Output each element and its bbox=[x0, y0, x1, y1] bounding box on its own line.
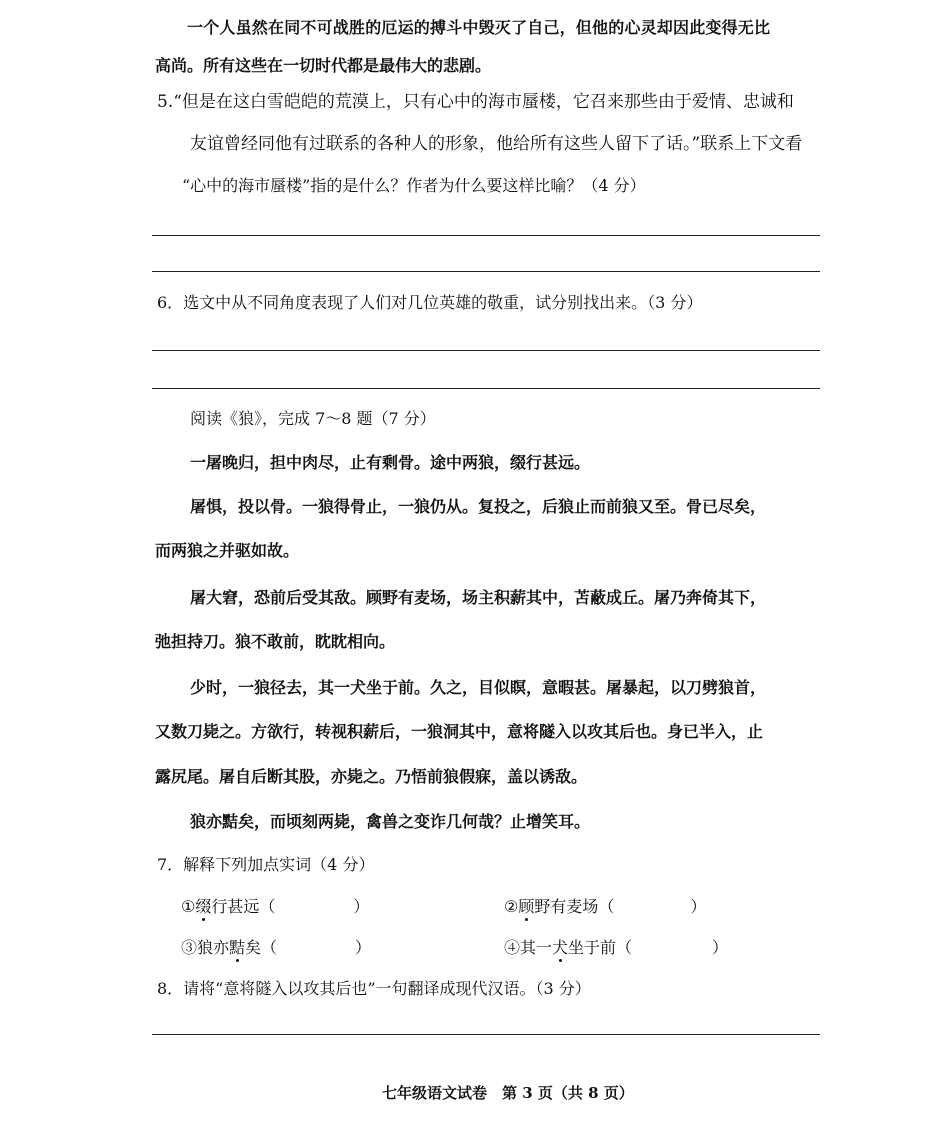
dotted-char: 犬 bbox=[552, 938, 569, 957]
dotted-char: 黠 bbox=[229, 938, 246, 957]
classical-text-line: 露尻尾。屠自后断其股，亦毙之。乃悟前狼假寐，盖以诱敌。 bbox=[155, 767, 588, 786]
question-text: 友谊曾经同他有过联系的各种人的形象，他给所有这些人留下了话。”联系上下文看 bbox=[190, 134, 803, 154]
question-text: 6．选文中从不同角度表现了人们对几位英雄的敬重，试分别找出来。（3 分） bbox=[157, 293, 703, 312]
classical-text-line: 屠大窘，恐前后受其敌。顾野有麦场，场主积薪其中，苫蔽成丘。屠乃奔倚其下， bbox=[190, 588, 767, 607]
answer-line[interactable] bbox=[152, 350, 820, 351]
passage-line: 一个人虽然在同不可战胜的厄运的搏斗中毁灭了自己，但他的心灵却因此变得无比 bbox=[187, 18, 771, 37]
classical-text-line: 一屠晚归，担中肉尽，止有剩骨。途中两狼，缀行甚远。 bbox=[190, 453, 591, 472]
classical-text-line: 屠惧，投以骨。一狼得骨止，一狼仍从。复投之，后狼止而前狼又至。骨已尽矣， bbox=[190, 497, 767, 516]
q7-item-4: ④其一犬坐于前（ ） bbox=[504, 938, 729, 957]
page-footer: 七年级语文试卷 第 3 页（共 8 页） bbox=[382, 1084, 634, 1102]
classical-text-line: 少时，一狼径去，其一犬坐于前。久之，目似瞑，意暇甚。屠暴起，以刀劈狼首， bbox=[190, 678, 767, 697]
dotted-char: 顾 bbox=[518, 897, 535, 916]
answer-line[interactable] bbox=[152, 235, 820, 236]
passage-line: 高尚。所有这些在一切时代都是最伟大的悲剧。 bbox=[155, 56, 492, 75]
question-text: 7．解释下列加点实词（4 分） bbox=[157, 855, 375, 874]
q7-item-1: ①缀行甚远（ ） bbox=[181, 897, 370, 916]
q7-item-2: ②顾野有麦场（ ） bbox=[504, 897, 707, 916]
classical-text-line: 狼亦黠矣，而顷刻两毙，禽兽之变诈几何哉？止增笑耳。 bbox=[190, 812, 591, 831]
q7-item-3: ③狼亦黠矣（ ） bbox=[181, 938, 372, 957]
dotted-char: 缀 bbox=[195, 897, 212, 916]
answer-line[interactable] bbox=[152, 1034, 820, 1035]
answer-line[interactable] bbox=[152, 271, 820, 272]
answer-line[interactable] bbox=[152, 388, 820, 389]
section-heading: 阅读《狼》，完成 7～8 题（7 分） bbox=[190, 409, 436, 428]
classical-text-line: 而两狼之并驱如故。 bbox=[155, 541, 300, 560]
classical-text-line: 又数刀毙之。方欲行，转视积薪后，一狼洞其中，意将隧入以攻其后也。身已半入，止 bbox=[155, 722, 764, 741]
classical-text-line: 弛担持刀。狼不敢前，眈眈相向。 bbox=[155, 632, 396, 651]
question-text: 8．请将“意将隧入以攻其后也”一句翻译成现代汉语。（3 分） bbox=[157, 979, 591, 998]
question-text: 5.“但是在这白雪皑皑的荒漠上，只有心中的海市蜃楼，它召来那些由于爱情、忠诚和 bbox=[157, 92, 794, 112]
question-text: “心中的海市蜃楼”指的是什么？作者为什么要这样比喻？（4 分） bbox=[182, 176, 646, 195]
